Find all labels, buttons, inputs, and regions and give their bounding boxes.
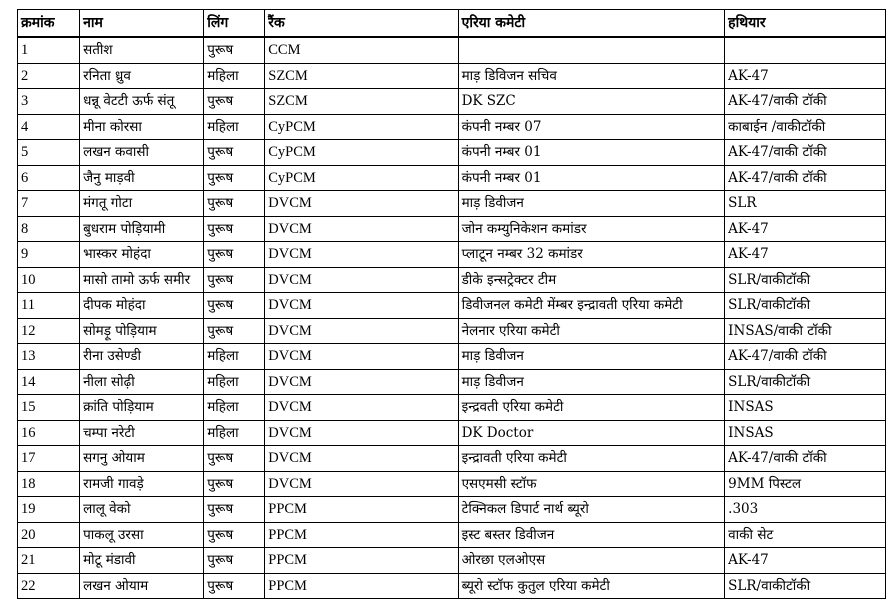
cell-name: सोमड़ू पोड़ियाम (80, 318, 204, 344)
table-header (18, 10, 886, 38)
cell-rank: DVCM (265, 242, 458, 268)
table-row (18, 446, 886, 472)
table-row (18, 420, 886, 446)
cell-area-committee: डीके इन्सट्रेक्टर टीम (458, 267, 725, 293)
cell-weapon: AK-47/वाकी टॉकी (725, 140, 886, 166)
table-row (18, 318, 886, 344)
cell-weapon: SLR/वाकीटॉकी (725, 369, 886, 395)
table-row (18, 165, 886, 191)
cell-weapon: INSAS/वाकी टॉकी (725, 318, 886, 344)
cell-serial: 21 (18, 548, 80, 574)
cell-rank: DVCM (265, 267, 458, 293)
header-serial: क्रमांक (18, 10, 80, 38)
cell-name: मोटू मंडावी (80, 548, 204, 574)
cell-weapon: AK-47/वाकी टॉकी (725, 344, 886, 370)
cell-weapon: SLR (725, 191, 886, 217)
cell-serial: 13 (18, 344, 80, 370)
cell-name: मंगतू गोटा (80, 191, 204, 217)
cell-serial: 22 (18, 573, 80, 599)
cell-rank: CyPCM (265, 114, 458, 140)
cadre-table (17, 9, 886, 599)
header-name: नाम (80, 10, 204, 38)
cell-name: दीपक मोहंदा (80, 293, 204, 319)
cell-gender: पुरूष (204, 242, 265, 268)
cell-area-committee: माड़ डिवीजन (458, 369, 725, 395)
cell-area-committee: प्लाटून नम्बर 32 कमांडर (458, 242, 725, 268)
cell-gender: पुरूष (204, 293, 265, 319)
table-row (18, 140, 886, 166)
cell-rank: PPCM (265, 522, 458, 548)
cell-gender: महिला (204, 63, 265, 89)
cell-weapon: AK-47 (725, 242, 886, 268)
cell-serial: 4 (18, 114, 80, 140)
cell-area-committee: नेलनार एरिया कमेटी (458, 318, 725, 344)
cell-rank: DVCM (265, 395, 458, 421)
cell-weapon: .303 (725, 497, 886, 523)
cell-serial: 9 (18, 242, 80, 268)
table-row (18, 37, 886, 63)
table-row (18, 369, 886, 395)
cell-serial: 1 (18, 37, 80, 63)
cell-serial: 10 (18, 267, 80, 293)
cell-area-committee: जोन कम्युनिकेशन कमांडर (458, 216, 725, 242)
cell-serial: 15 (18, 395, 80, 421)
cell-weapon: INSAS (725, 420, 886, 446)
cell-gender: पुरूष (204, 140, 265, 166)
cell-serial: 19 (18, 497, 80, 523)
cell-serial: 16 (18, 420, 80, 446)
header-gender: लिंग (204, 10, 265, 38)
cell-name: सगनु ओयाम (80, 446, 204, 472)
table-row (18, 267, 886, 293)
cell-weapon: SLR/वाकीटॉकी (725, 293, 886, 319)
cell-gender: महिला (204, 395, 265, 421)
cell-name: लखन ओयाम (80, 573, 204, 599)
cell-area-committee: माड़ डिवीजन (458, 344, 725, 370)
cell-serial: 5 (18, 140, 80, 166)
cell-name: मासो तामो ऊर्फ समीर (80, 267, 204, 293)
header-area-committee: एरिया कमेटी (458, 10, 725, 38)
cell-serial: 8 (18, 216, 80, 242)
cell-name: धन्नू वेटटी ऊर्फ संतू (80, 89, 204, 115)
cell-serial: 11 (18, 293, 80, 319)
table-row (18, 497, 886, 523)
cell-gender: पुरूष (204, 522, 265, 548)
cell-name: चम्पा नरेटी (80, 420, 204, 446)
cell-area-committee: कंपनी नम्बर 07 (458, 114, 725, 140)
cell-area-committee: DK SZC (458, 89, 725, 115)
table-row (18, 344, 886, 370)
cell-name: नीला सोढ़ी (80, 369, 204, 395)
cell-rank: SZCM (265, 89, 458, 115)
cell-gender: पुरूष (204, 89, 265, 115)
cell-weapon: AK-47/वाकी टॉकी (725, 89, 886, 115)
cell-gender: पुरूष (204, 191, 265, 217)
cell-area-committee: इन्द्रावती एरिया कमेटी (458, 446, 725, 472)
cell-area-committee: ब्यूरो स्टॉफ कुतुल एरिया कमेटी (458, 573, 725, 599)
cell-weapon: AK-47 (725, 548, 886, 574)
cell-serial: 20 (18, 522, 80, 548)
cell-gender: महिला (204, 420, 265, 446)
cell-gender: पुरूष (204, 548, 265, 574)
cell-serial: 7 (18, 191, 80, 217)
cell-gender: पुरूष (204, 318, 265, 344)
cell-rank: CyPCM (265, 165, 458, 191)
table-row (18, 114, 886, 140)
table-row (18, 573, 886, 599)
header-rank: रैंक (265, 10, 458, 38)
cell-serial: 6 (18, 165, 80, 191)
cell-serial: 12 (18, 318, 80, 344)
cell-rank: PPCM (265, 497, 458, 523)
cell-rank: PPCM (265, 573, 458, 599)
cell-gender: पुरूष (204, 216, 265, 242)
cell-gender: पुरूष (204, 573, 265, 599)
cell-rank: DVCM (265, 446, 458, 472)
cell-name: रनिता ध्रुव (80, 63, 204, 89)
cell-gender: पुरूष (204, 497, 265, 523)
cell-area-committee: डिवीजनल कमेटी मेंम्बर इन्द्रावती एरिया कमेटी (458, 293, 725, 319)
cell-rank: PPCM (265, 548, 458, 574)
cell-weapon: AK-47 (725, 63, 886, 89)
cell-weapon: SLR/वाकीटॉकी (725, 267, 886, 293)
cell-name: रामजी गावड़े (80, 471, 204, 497)
cell-area-committee (458, 37, 725, 63)
cell-name: लखन कवासी (80, 140, 204, 166)
cell-area-committee: DK Doctor (458, 420, 725, 446)
cell-area-committee: माड़ डिविजन सचिव (458, 63, 725, 89)
cell-rank: DVCM (265, 420, 458, 446)
cell-area-committee: टेक्निकल डिपार्ट नार्थ ब्यूरो (458, 497, 725, 523)
cell-area-committee: इस्ट बस्तर डिवीजन (458, 522, 725, 548)
cell-weapon: 9MM पिस्टल (725, 471, 886, 497)
cell-rank: DVCM (265, 471, 458, 497)
cell-weapon: INSAS (725, 395, 886, 421)
table-row (18, 548, 886, 574)
cell-rank: DVCM (265, 216, 458, 242)
cell-serial: 14 (18, 369, 80, 395)
cell-name: बुधराम पोड़ियामी (80, 216, 204, 242)
cell-area-committee: कंपनी नम्बर 01 (458, 165, 725, 191)
cell-serial: 18 (18, 471, 80, 497)
cell-gender: पुरूष (204, 165, 265, 191)
cell-gender: पुरूष (204, 471, 265, 497)
cell-gender: महिला (204, 369, 265, 395)
cell-name: क्रांति पोड़ियाम (80, 395, 204, 421)
table-row (18, 89, 886, 115)
table-row (18, 191, 886, 217)
header-weapon: हथियार (725, 10, 886, 38)
table-body (18, 37, 886, 599)
cell-area-committee: इन्द्रवती एरिया कमेटी (458, 395, 725, 421)
table-row (18, 293, 886, 319)
cell-gender: पुरूष (204, 267, 265, 293)
cell-gender: महिला (204, 344, 265, 370)
cell-gender: पुरूष (204, 446, 265, 472)
cell-serial: 17 (18, 446, 80, 472)
header-row (18, 10, 886, 38)
cell-name: रीना उसेण्डी (80, 344, 204, 370)
cell-weapon: AK-47/वाकी टॉकी (725, 446, 886, 472)
cell-gender: महिला (204, 114, 265, 140)
cell-rank: DVCM (265, 191, 458, 217)
table-row (18, 522, 886, 548)
cell-rank: DVCM (265, 369, 458, 395)
cell-name: पाकलू उरसा (80, 522, 204, 548)
table-row (18, 395, 886, 421)
table-row (18, 216, 886, 242)
cell-area-committee: ओरछा एलओएस (458, 548, 725, 574)
cell-name: जैनु माड़वी (80, 165, 204, 191)
cell-rank: DVCM (265, 293, 458, 319)
cell-name: भास्कर मोहंदा (80, 242, 204, 268)
cell-rank: CyPCM (265, 140, 458, 166)
cell-weapon (725, 37, 886, 63)
cell-rank: SZCM (265, 63, 458, 89)
cell-name: लालू वेको (80, 497, 204, 523)
cell-rank: DVCM (265, 318, 458, 344)
cell-rank: DVCM (265, 344, 458, 370)
cell-weapon: AK-47/वाकी टॉकी (725, 165, 886, 191)
cell-name: मीना कोरसा (80, 114, 204, 140)
cell-weapon: वाकी सेट (725, 522, 886, 548)
table-row (18, 471, 886, 497)
cell-weapon: SLR/वाकीटॉकी (725, 573, 886, 599)
cell-area-committee: कंपनी नम्बर 01 (458, 140, 725, 166)
cell-weapon: काबाईन /वाकीटॉकी (725, 114, 886, 140)
table-row (18, 63, 886, 89)
cell-weapon: AK-47 (725, 216, 886, 242)
cell-serial: 2 (18, 63, 80, 89)
cell-area-committee: एसएमसी स्टॉफ (458, 471, 725, 497)
cell-area-committee: माड़ डिवीजन (458, 191, 725, 217)
cell-gender: पुरूष (204, 37, 265, 63)
table-row (18, 242, 886, 268)
cell-name: सतीश (80, 37, 204, 63)
cell-serial: 3 (18, 89, 80, 115)
cell-rank: CCM (265, 37, 458, 63)
